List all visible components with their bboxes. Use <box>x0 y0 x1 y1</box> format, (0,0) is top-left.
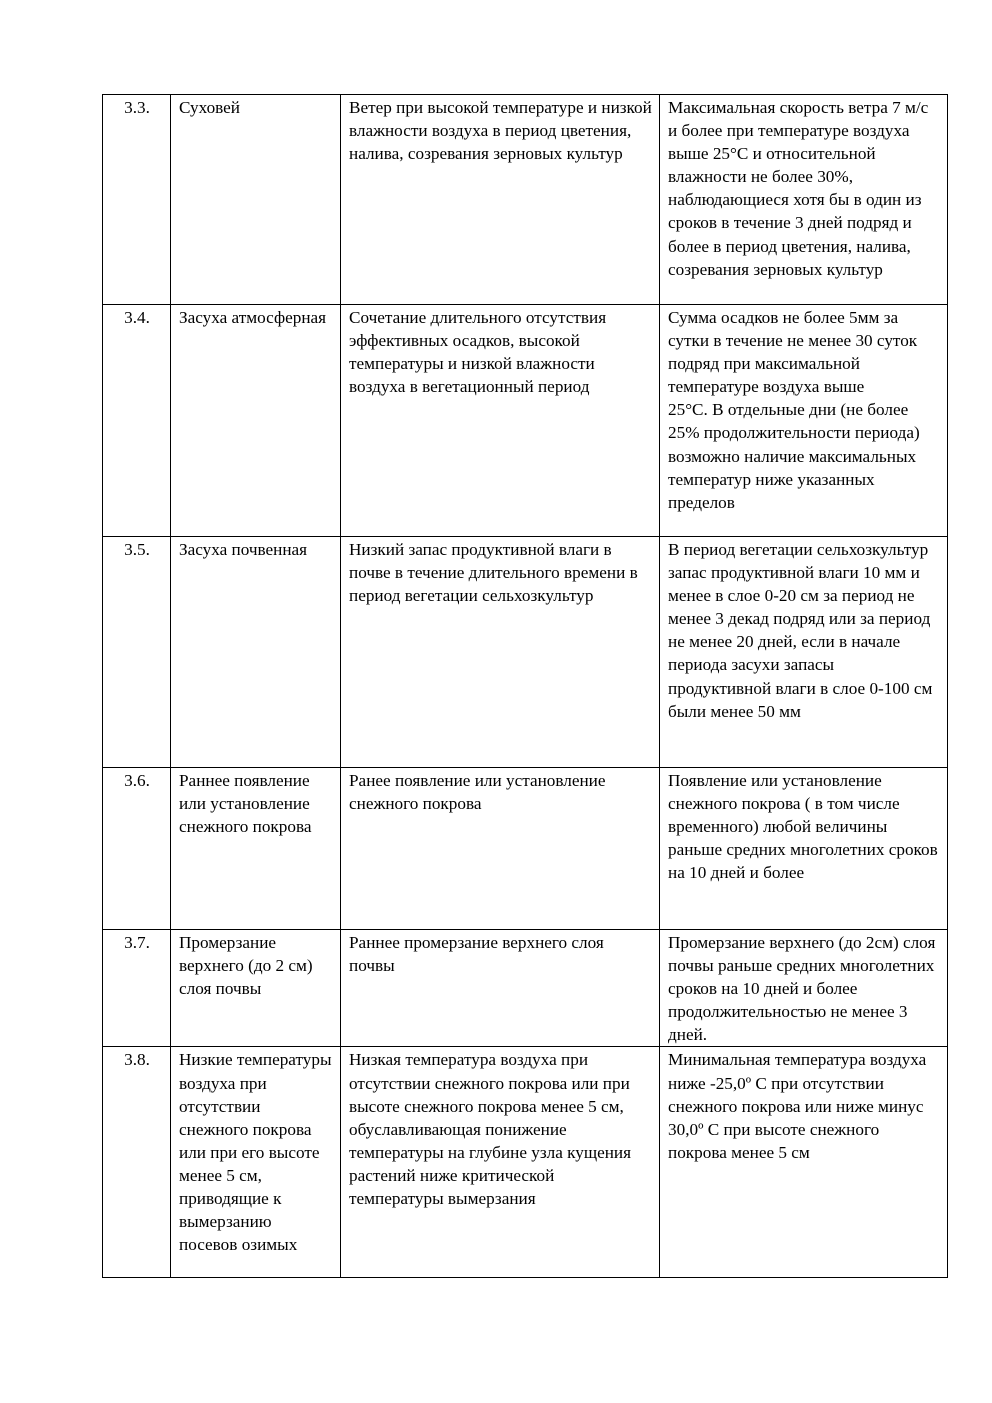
table-row <box>103 1047 948 1278</box>
phenomenon-name: Низкие температуры воздуха при отсутствии снежного покрова или при его высоте менее 5 см, приводящие к вымерзанию посевов озимых <box>171 1047 341 1278</box>
row-number: 3.4. <box>103 305 171 537</box>
table-row <box>103 305 948 537</box>
table-row <box>103 537 948 768</box>
phenomenon-description: Ветер при высокой температуре и низкой влажности воздуха в период цветения, налива, созревания зерновых культур <box>341 95 660 305</box>
phenomenon-description: Низкий запас продуктивной влаги в почве в течение длительного времени в период вегетации сельхозкультур <box>341 537 660 768</box>
table-row <box>103 95 948 305</box>
phenomenon-criteria: В период вегетации сельхозкультур запас продуктивной влаги 10 мм и менее в слое 0-20 см за период не менее 3 декад подряд или за период не менее 20 дней, если в начале периода засухи запасы продуктивной влаги в слое 0-100 см были менее 50 мм <box>660 537 948 768</box>
phenomenon-description: Раннее промерзание верхнего слоя почвы <box>341 930 660 1047</box>
phenomenon-name: Раннее появление или установление снежного покрова <box>171 768 341 930</box>
row-number: 3.8. <box>103 1047 171 1278</box>
phenomenon-criteria: Минимальная температура воздуха ниже -25,0º С при отсутствии снежного покрова или ниже минус 30,0º С при высоте снежного покрова менее 5 см <box>660 1047 948 1278</box>
row-number: 3.5. <box>103 537 171 768</box>
table-row <box>103 930 948 1047</box>
table-row <box>103 768 948 930</box>
phenomenon-criteria: Появление или установление снежного покрова ( в том числе временного) любой величины раньше средних многолетних сроков на 10 дней и более <box>660 768 948 930</box>
phenomenon-description: Сочетание длительного отсутствия эффективных осадков, высокой температуры и низкой влажности воздуха в вегетационный период <box>341 305 660 537</box>
phenomenon-criteria: Промерзание верхнего (до 2см) слоя почвы раньше средних многолетних сроков на 10 дней и более продолжительностью не менее 3 дней. <box>660 930 948 1047</box>
phenomenon-description: Ранее появление или установление снежного покрова <box>341 768 660 930</box>
row-number: 3.3. <box>103 95 171 305</box>
phenomenon-criteria: Сумма осадков не более 5мм за сутки в течение не менее 30 суток подряд при максимальной температуре воздуха выше 25°С. В отдельные дни (не более 25% продолжительности периода) возможно наличие максимальных температур ниже указанных пределов <box>660 305 948 537</box>
phenomenon-name: Засуха почвенная <box>171 537 341 768</box>
phenomenon-description: Низкая температура воздуха при отсутствии снежного покрова или при высоте снежного покрова менее 5 см, обуславливающая понижение температуры на глубине узла кущения растений ниже критической температуры вымерзания <box>341 1047 660 1278</box>
row-number: 3.7. <box>103 930 171 1047</box>
phenomenon-name: Промерзание верхнего (до 2 см) слоя почвы <box>171 930 341 1047</box>
row-number: 3.6. <box>103 768 171 930</box>
phenomenon-name: Суховей <box>171 95 341 305</box>
hazard-criteria-table <box>102 94 948 1278</box>
phenomenon-name: Засуха атмосферная <box>171 305 341 537</box>
phenomenon-criteria: Максимальная скорость ветра 7 м/с и более при температуре воздуха выше 25°С и относительной влажности не более 30%, наблюдающиеся хотя бы в один из сроков в течение 3 дней подряд и более в период цветения, налива, созревания зерновых культур <box>660 95 948 305</box>
